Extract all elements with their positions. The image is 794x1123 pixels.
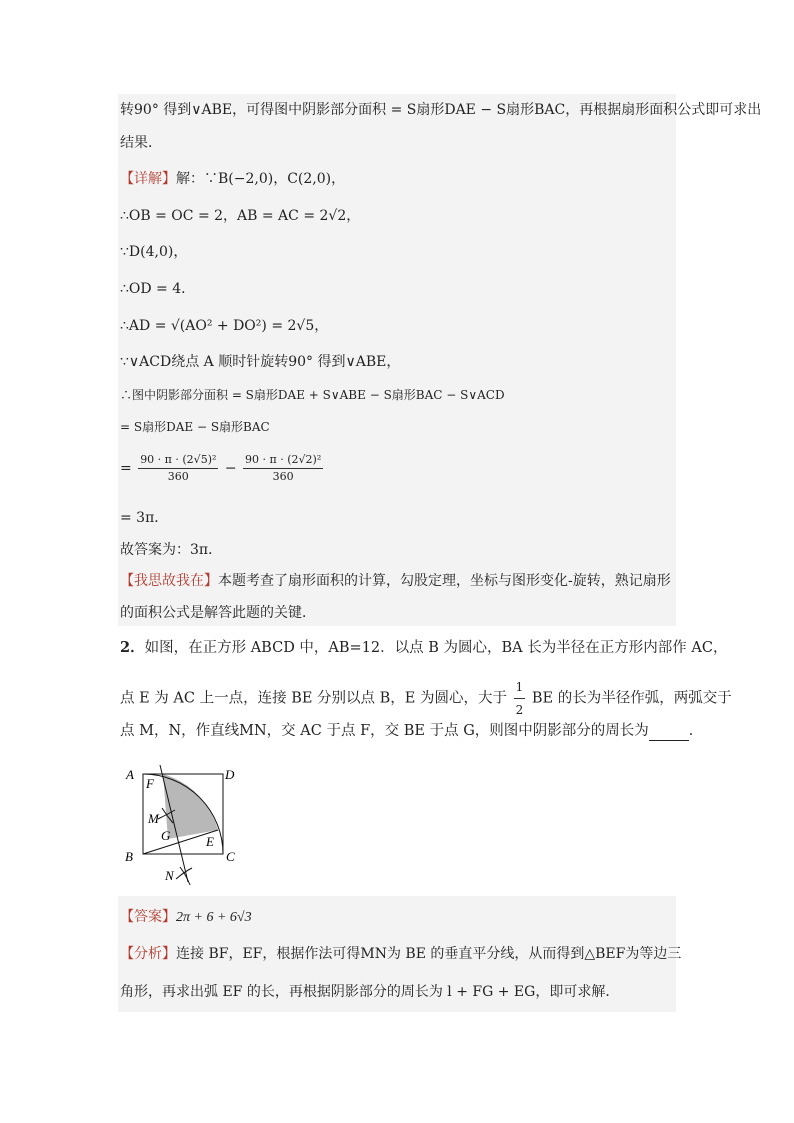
answer-value: 2π + 6 + 6√3 [176, 910, 252, 925]
label-b: B [125, 849, 133, 864]
question-2-line-2 [120, 676, 732, 721]
geometry-figure [120, 760, 250, 890]
label-d: D [225, 767, 235, 782]
text-line-7: ∴AD = √(AO² + DO²) = 2√5， [120, 318, 329, 334]
answer-tag: 【答案】 [120, 909, 176, 925]
analysis-text-1: 连接 BF，EF，根据作法可得MN为 BE 的垂直平分线，从而得到△BEF为等边三 [176, 946, 682, 962]
text-line-12: = 3π． [120, 510, 169, 526]
shaded-region [163, 774, 218, 839]
reflection-text: 本题考查了扇形面积的计算，勾股定理，坐标与图形变化-旋转，熟记扇形 [218, 573, 671, 589]
question-text-2b: BE 的长为半径作弧，两弧交于 [531, 690, 732, 707]
question-text-3: 点 M，N，作直线MN，交 AC 于点 F，交 BE 于点 G，则图中阴影部分的周长为 [120, 723, 649, 739]
detail-text: 解：∵B(−2,0)，C(2,0)， [176, 171, 346, 187]
question-text-2a: 点 E 为 AC 上一点，连接 BE 分别以点 B，E 为圆心，大于 [120, 690, 508, 707]
fraction-1-numerator: 90 · π · (2√5)² [138, 452, 218, 469]
fraction-2-denominator: 360 [272, 470, 294, 483]
one-half-fraction [514, 676, 526, 721]
question-2-line-3: 点 M，N，作直线MN，交 AC 于点 F，交 BE 于点 G，则图中阴影部分的周长为 ． [120, 723, 704, 739]
label-g: G [161, 828, 171, 843]
detail-tag: 【详解】 [120, 171, 176, 187]
text-line-5: ∵D(4,0)， [120, 244, 188, 260]
analysis-line-1 [120, 944, 681, 964]
text-line-6: ∴OD = 4． [120, 281, 196, 297]
answer-blank [649, 726, 689, 741]
fraction-1 [138, 452, 218, 485]
question-2-line-1 [120, 638, 727, 658]
text-line-4: ∴OB = OC = 2，AB = AC = 2√2， [120, 208, 361, 224]
text-line-13: 故答案为：3π． [120, 542, 223, 558]
question-text-1: 如图，在正方形 ABCD 中，AB=12．以点 B 为圆心，BA 长为半径在正方形内部作 AC， [144, 640, 728, 656]
label-f: F [146, 776, 154, 791]
label-n: N [165, 868, 174, 883]
text-line-2: 结果． [120, 135, 162, 151]
answer-line [120, 907, 252, 928]
fraction-line: = $\frac{\text{90 · π · (2√5)²}}{360}$ − $\frac{\text{90 · π · (2√2)²}}{360}$ [120, 453, 322, 483]
reflection-tag: 【我思故我在】 [120, 573, 218, 589]
question-number: 2． [120, 639, 145, 656]
text-line-15: 的面积公式是解答此题的关键． [120, 605, 316, 621]
fraction-denominator: 2 [515, 703, 524, 717]
text-line-9: ∴图中阴影部分面积 = S扇形DAE + S∨ABE − S扇形BAC − S∨ACD [120, 388, 505, 402]
text-line-8: ∵∨ACD绕点 A 顺时针旋转90° 得到∨ABE， [120, 354, 401, 370]
text-line-10: = S扇形DAE − S扇形BAC [120, 420, 270, 434]
label-a: A [126, 767, 134, 782]
fraction-2-numerator: 90 · π · (2√2)² [243, 452, 323, 469]
fraction-2 [243, 452, 323, 485]
reflection-line [120, 571, 671, 591]
fraction-1-denominator: 360 [167, 470, 189, 483]
detail-line [120, 169, 345, 189]
fraction-numerator: 1 [514, 676, 526, 699]
analysis-tag: 【分析】 [120, 946, 176, 962]
label-m: M [148, 811, 159, 826]
analysis-line-2: 角形，再求出弧 EF 的长，再根据阴影部分的周长为 l + FG + EG，即可求解． [120, 984, 620, 1000]
label-c: C [226, 849, 235, 864]
label-e: E [206, 834, 214, 849]
text-line-1: 转90° 得到∨ABE，可得图中阴影部分面积 = S扇形DAE − S扇形BAC，再根据扇形面积公式即可求出 [120, 102, 762, 118]
